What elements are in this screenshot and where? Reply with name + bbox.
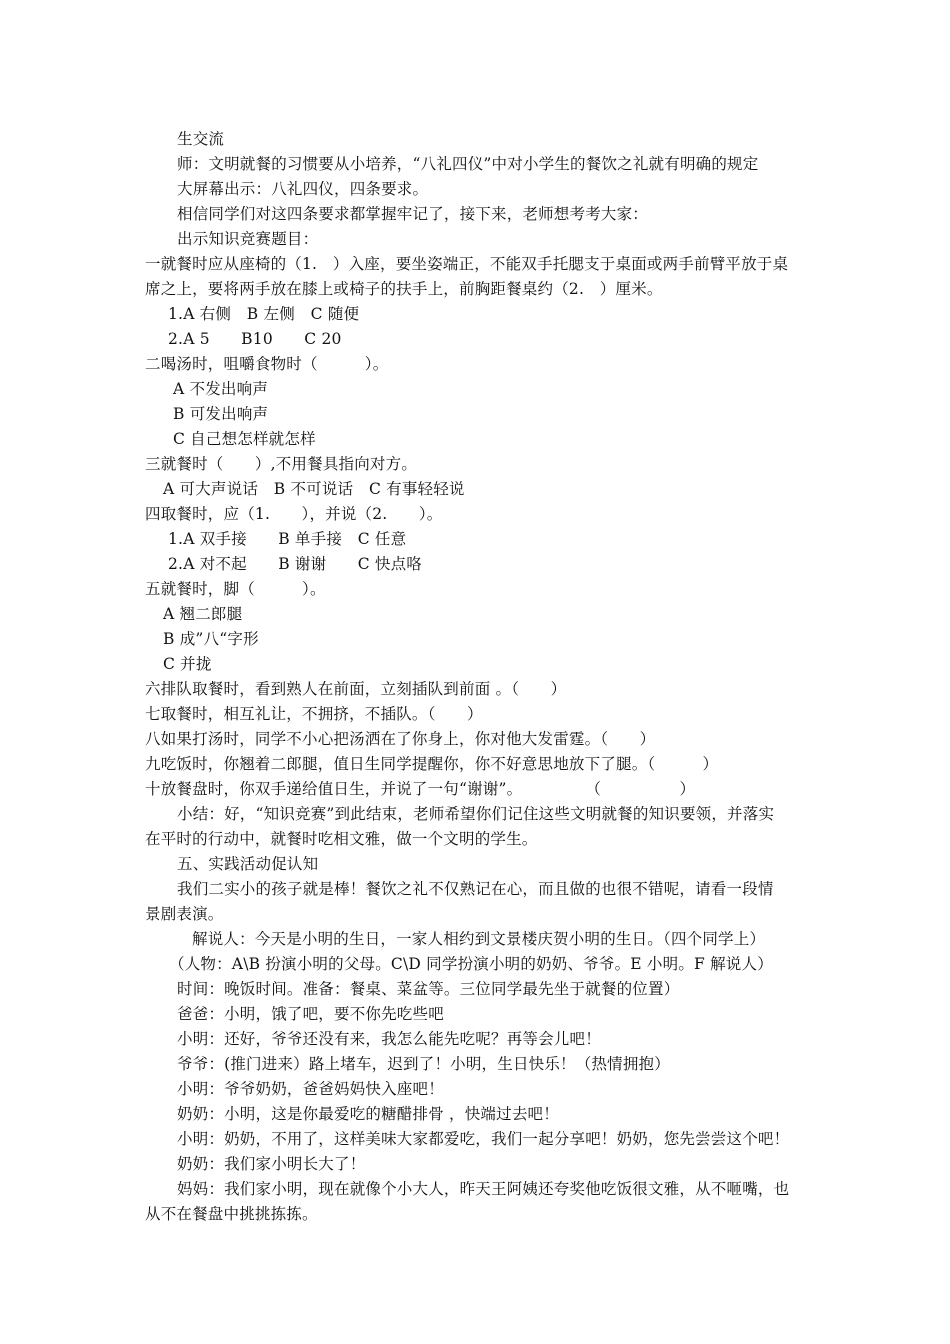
option-line: C 自己想怎样就怎样: [173, 430, 316, 448]
option-line: C 并拢: [163, 655, 212, 673]
dialogue-line: 爷爷：(推门进来）路上堵车，迟到了！小明，生日快乐！（热情拥抱）: [177, 1055, 670, 1073]
text-line: 我们二实小的孩子就是棒！餐饮之礼不仅熟记在心，而且做的也很不错呢，请看一段情: [177, 880, 774, 898]
text-line: 解说人：今天是小明的生日，一家人相约到文景楼庆贺小明的生日。（四个同学上）: [192, 930, 766, 948]
text-line: 大屏幕出示：八礼四仪，四条要求。: [177, 180, 429, 198]
question-line: 九吃饭时，你翘着二郎腿，值日生同学提醒你，你不好意思地放下了腿。（ ）: [145, 755, 719, 773]
dialogue-line: 爸爸：小明，饿了吧，要不你先吃些吧: [177, 1005, 444, 1023]
option-line: A 不发出响声: [173, 380, 269, 398]
option-line: 2.A 5 B10 C 20: [168, 330, 342, 348]
option-line: B 可发出响声: [173, 405, 269, 423]
option-line: A 可大声说话 B 不可说话 C 有事轻轻说: [163, 480, 465, 498]
text-line: 相信同学们对这四条要求都掌握牢记了，接下来，老师想考考大家：: [177, 205, 649, 223]
question-line: 三就餐时（ ）,不用餐具指向对方。: [145, 455, 418, 473]
dialogue-line: 妈妈：我们家小明，现在就像个小大人，昨天王阿姨还夸奖他吃饭很文雅，从不咂嘴，也: [177, 1180, 790, 1198]
question-line: 席之上，要将两手放在膝上或椅子的扶手上，前胸距餐桌约（2. ）厘米。: [145, 280, 663, 298]
section-heading: 五、实践活动促认知: [177, 855, 319, 873]
option-line: B 成”八“字形: [163, 630, 259, 648]
text-line: （人物：A\B 扮演小明的父母。C\D 同学扮演小明的奶奶、爷爷。E 小明。F 解说人）: [169, 955, 773, 973]
question-line: 二喝汤时，咀嚼食物时（ ）。: [145, 355, 389, 373]
dialogue-line: 从不在餐盘中挑挑拣拣。: [145, 1205, 318, 1223]
question-line: 四取餐时，应（1. ），并说（2. ）。: [145, 505, 443, 523]
text-line: 小结：好，“知识竞赛”到此结束，老师希望你们记住这些文明就餐的知识要领，并落实: [177, 805, 775, 823]
option-line: 2.A 对不起 B 谢谢 C 快点咯: [168, 555, 423, 573]
question-line: 六排队取餐时，看到熟人在前面，立刻插队到前面 。（ ）: [145, 680, 567, 698]
dialogue-line: 小明：奶奶，不用了，这样美味大家都爱吃，我们一起分享吧！奶奶，您先尝尝这个吧！: [177, 1130, 790, 1148]
text-line: 生交流: [177, 130, 225, 148]
question-line: 一就餐时应从座椅的（1. ）入座，要坐姿端正，不能双手托腮支于桌面或两手前臂平放于桌: [145, 255, 789, 273]
dialogue-line: 奶奶：我们家小明长大了！: [177, 1155, 366, 1173]
text-line: 时间：晚饭时间。准备：餐桌、菜盆等。三位同学最先坐于就餐的位置）: [177, 980, 680, 998]
option-line: 1.A 双手接 B 单手接 C 任意: [168, 530, 407, 548]
option-line: 1.A 右侧 B 左侧 C 随便: [168, 305, 360, 323]
question-line: 七取餐时，相互礼让，不拥挤，不插队。（ ）: [145, 705, 483, 723]
text-line: 景剧表演。: [145, 905, 224, 923]
question-line: 十放餐盘时，你双手递给值日生，并说了一句“谢谢”。 （ ）: [145, 780, 696, 798]
dialogue-line: 奶奶：小明，这是你最爱吃的糖醋排骨 ，快端过去吧！: [177, 1105, 559, 1123]
dialogue-line: 小明：还好，爷爷还没有来，我怎么能先吃呢？再等会儿吧！: [177, 1030, 601, 1048]
question-line: 五就餐时，脚（ ）。: [145, 580, 326, 598]
text-line: 在平时的行动中，就餐时吃相文雅，做一个文明的学生。: [145, 830, 538, 848]
dialogue-line: 小明：爷爷奶奶，爸爸妈妈快入座吧！: [177, 1080, 444, 1098]
question-line: 八如果打汤时，同学不小心把汤洒在了你身上，你对他大发雷霆。（ ）: [145, 730, 656, 748]
option-line: A 翘二郎腿: [163, 605, 243, 623]
text-line: 出示知识竞赛题目：: [177, 230, 319, 248]
text-line: 师：文明就餐的习惯要从小培养，“八礼四仪”中对小学生的餐饮之礼就有明确的规定: [177, 155, 759, 173]
